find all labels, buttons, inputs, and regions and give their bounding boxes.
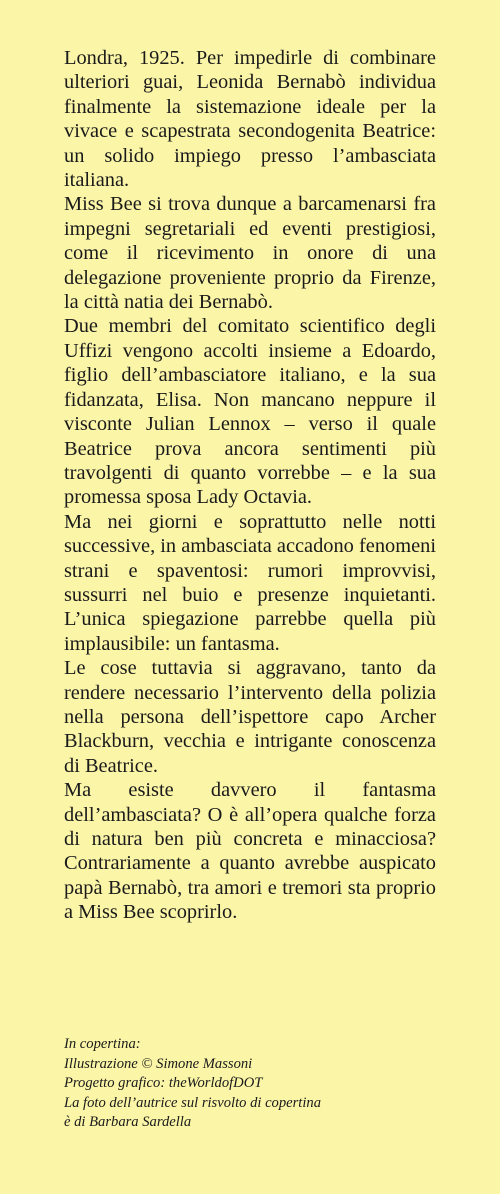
synopsis-paragraph: Miss Bee si trova dunque a barcamenarsi fra impegni segretariali ed eventi prestigiosi, come il ricevimento in onore di una delegazione proveniente proprio da Firenze, la città natia dei Bernabò.	[64, 193, 436, 314]
cover-credits	[64, 1035, 444, 1133]
synopsis-paragraph: Ma esiste davvero il fantasma dell’ambasciata? O è all’opera qualche forza di natura ben più concreta e minacciosa? Contrariamente a quanto avrebbe auspicato papà Bernabò, tra amori e tremori sta proprio a Miss Bee scoprirlo.	[64, 779, 436, 924]
synopsis-paragraph: Due membri del comitato scientifico degli Uffizi vengono accolti insieme a Edoardo, figlio dell’ambasciatore italiano, e la sua fidanzata, Elisa. Non mancano neppure il visconte Julian Lennox – verso il quale Beatrice prova ancora sentimenti più travolgenti di quanto vorrebbe – e la sua promessa sposa Lady Octavia.	[64, 315, 436, 509]
credits-line: Progetto grafico: theWorldofDOT	[64, 1075, 263, 1091]
synopsis-paragraph: Le cose tuttavia si aggravano, tanto da rendere necessario l’intervento della polizia nella persona dell’ispettore capo Archer Blackburn, vecchia e intrigante conoscenza di Beatrice.	[64, 657, 436, 777]
credits-line: La foto dell’autrice sul risvolto di copertina	[64, 1094, 321, 1111]
synopsis-paragraph: Ma nei giorni e soprattutto nelle notti successive, in ambasciata accadono fenomeni strani e spaventosi: rumori improvvisi, sussurri nel buio e presenze inquietanti. L’unica spiegazione parrebbe quella più implausibile: un fantasma.	[64, 510, 436, 655]
synopsis-paragraph: Londra, 1925. Per impedirle di combinare ulteriori guai, Leonida Bernabò individua finalmente la sistemazione ideale per la vivace e scapestrata secondogenita Beatrice: un solido impiego presso l’ambasciata italiana.	[64, 47, 436, 192]
credits-line: In copertina:	[64, 1036, 141, 1052]
credits-line: Illustrazione © Simone Massoni	[64, 1055, 253, 1072]
synopsis-text	[64, 46, 436, 925]
credits-line: è di Barbara Sardella	[64, 1114, 192, 1130]
